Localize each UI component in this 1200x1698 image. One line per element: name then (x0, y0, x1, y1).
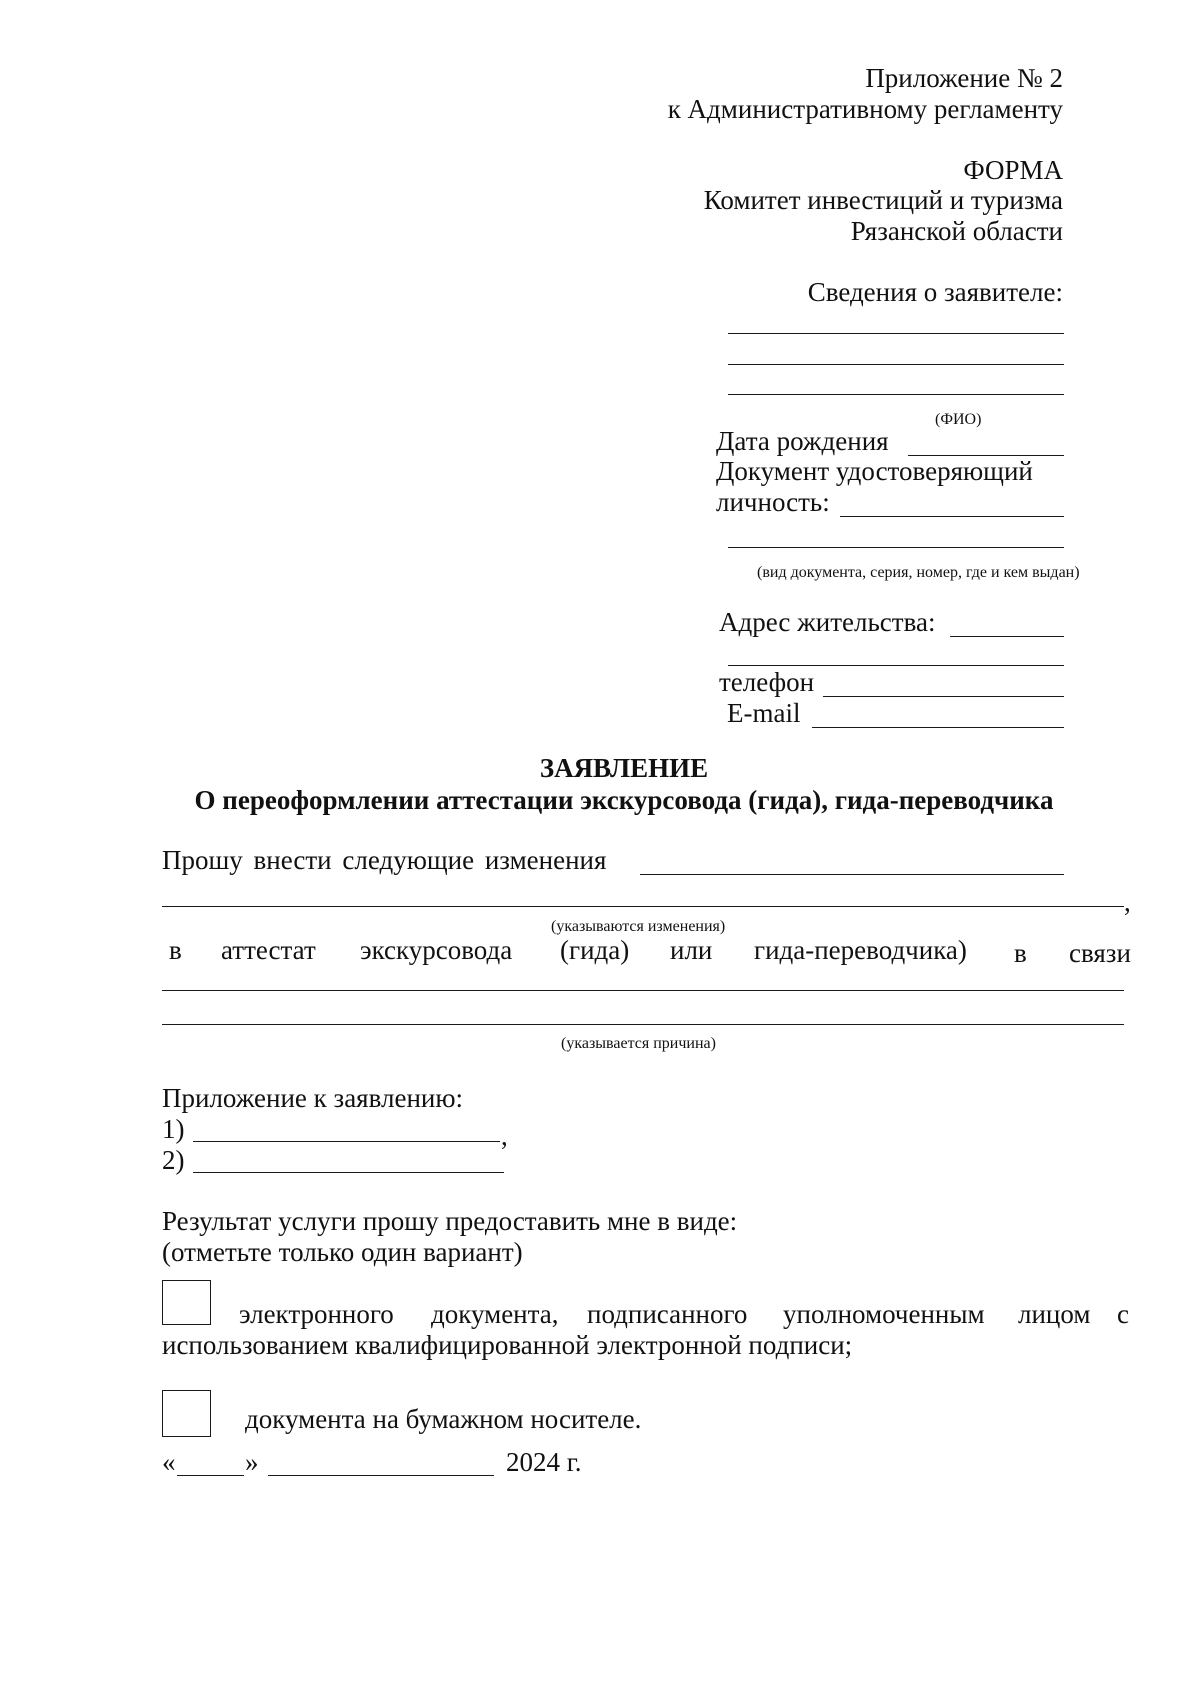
appendix-number: Приложение № 2 (865, 63, 1063, 93)
fio-line-1[interactable] (728, 333, 1064, 334)
reason-caption: (указывается причина) (561, 1035, 716, 1052)
id-document-field-2[interactable] (728, 547, 1064, 548)
address-field-1[interactable] (950, 636, 1064, 637)
changes-field-1[interactable] (640, 874, 1064, 875)
attachment-1-comma: , (501, 1121, 508, 1151)
statement-title: ЗАЯВЛЕНИЕ (539, 753, 709, 783)
option1-line2: использованием квалифицированной электронной подписи; (162, 1330, 853, 1360)
id-document-caption: (вид документа, серия, номер, где и кем выдан) (757, 564, 1080, 581)
date-open-quote: « (162, 1447, 176, 1477)
attachments-title: Приложение к заявлению: (162, 1083, 464, 1113)
option1-word-6: с (1117, 1299, 1129, 1329)
date-day-field[interactable] (177, 1475, 244, 1476)
committee-name-line2: Рязанской области (850, 216, 1063, 246)
reason-field-2[interactable] (162, 1024, 1124, 1025)
attachment-1-number: 1) (162, 1114, 185, 1144)
reason-field-1[interactable] (162, 990, 1124, 991)
changes-field-2[interactable] (162, 906, 1124, 907)
regulation-reference: к Административному регламенту (667, 94, 1063, 124)
request-label: Прошу внести следующие изменения (162, 845, 607, 875)
fio-caption: (ФИО) (935, 411, 982, 428)
birth-date-label: Дата рождения (716, 426, 889, 456)
result-note: (отметьте только один вариант) (162, 1237, 523, 1267)
changes-comma: , (1124, 887, 1131, 917)
option1-word-5: лицом (1018, 1299, 1091, 1329)
cert-word-1: в (169, 935, 182, 965)
committee-name-line1: Комитет инвестиций и туризма (703, 185, 1063, 215)
id-document-label-line2: личность: (716, 487, 830, 517)
option1-word-3: подписанного (587, 1299, 748, 1329)
option-electronic-checkbox[interactable] (162, 1280, 211, 1325)
email-label: E-mail (727, 698, 801, 728)
phone-label: телефон (719, 667, 815, 697)
form-label: ФОРМА (963, 155, 1063, 185)
date-month-field[interactable] (268, 1475, 494, 1476)
cert-word-7: в (1014, 938, 1027, 968)
attachment-2-field[interactable] (193, 1172, 504, 1173)
option1-word-4: уполномоченным (783, 1299, 985, 1329)
id-document-label-line1: Документ удостоверяющий (716, 456, 1033, 486)
cert-word-5: или (670, 935, 713, 965)
cert-word-2: аттестат (221, 935, 316, 965)
cert-word-4: (гида) (560, 935, 630, 965)
date-close-quote: » (245, 1447, 259, 1477)
option-paper-checkbox[interactable] (162, 1390, 211, 1437)
cert-word-6: гида-переводчика) (754, 935, 967, 965)
cert-word-3: экскурсовода (360, 935, 513, 965)
id-document-field-1[interactable] (840, 516, 1064, 517)
cert-word-8: связи (1069, 938, 1131, 968)
option1-word-2: документа, (431, 1299, 559, 1329)
address-label: Адрес жительства: (719, 607, 936, 637)
applicant-section-title: Сведения о заявителе: (807, 277, 1063, 307)
statement-subtitle: О переоформлении аттестации экскурсовода (гида), гида-переводчика (194, 785, 1054, 815)
date-year: 2024 г. (506, 1447, 582, 1477)
phone-field[interactable] (823, 696, 1064, 697)
option1-word-1: электронного (239, 1299, 394, 1329)
attachment-1-field[interactable] (193, 1141, 500, 1142)
email-field[interactable] (812, 727, 1064, 728)
fio-line-2[interactable] (728, 364, 1064, 365)
option2-label: документа на бумажном носителе. (245, 1404, 642, 1434)
result-title: Результат услуги прошу предоставить мне в виде: (162, 1206, 738, 1236)
fio-line-3[interactable] (728, 394, 1064, 395)
changes-caption: (указываются изменения) (551, 918, 726, 935)
attachment-2-number: 2) (162, 1145, 185, 1175)
